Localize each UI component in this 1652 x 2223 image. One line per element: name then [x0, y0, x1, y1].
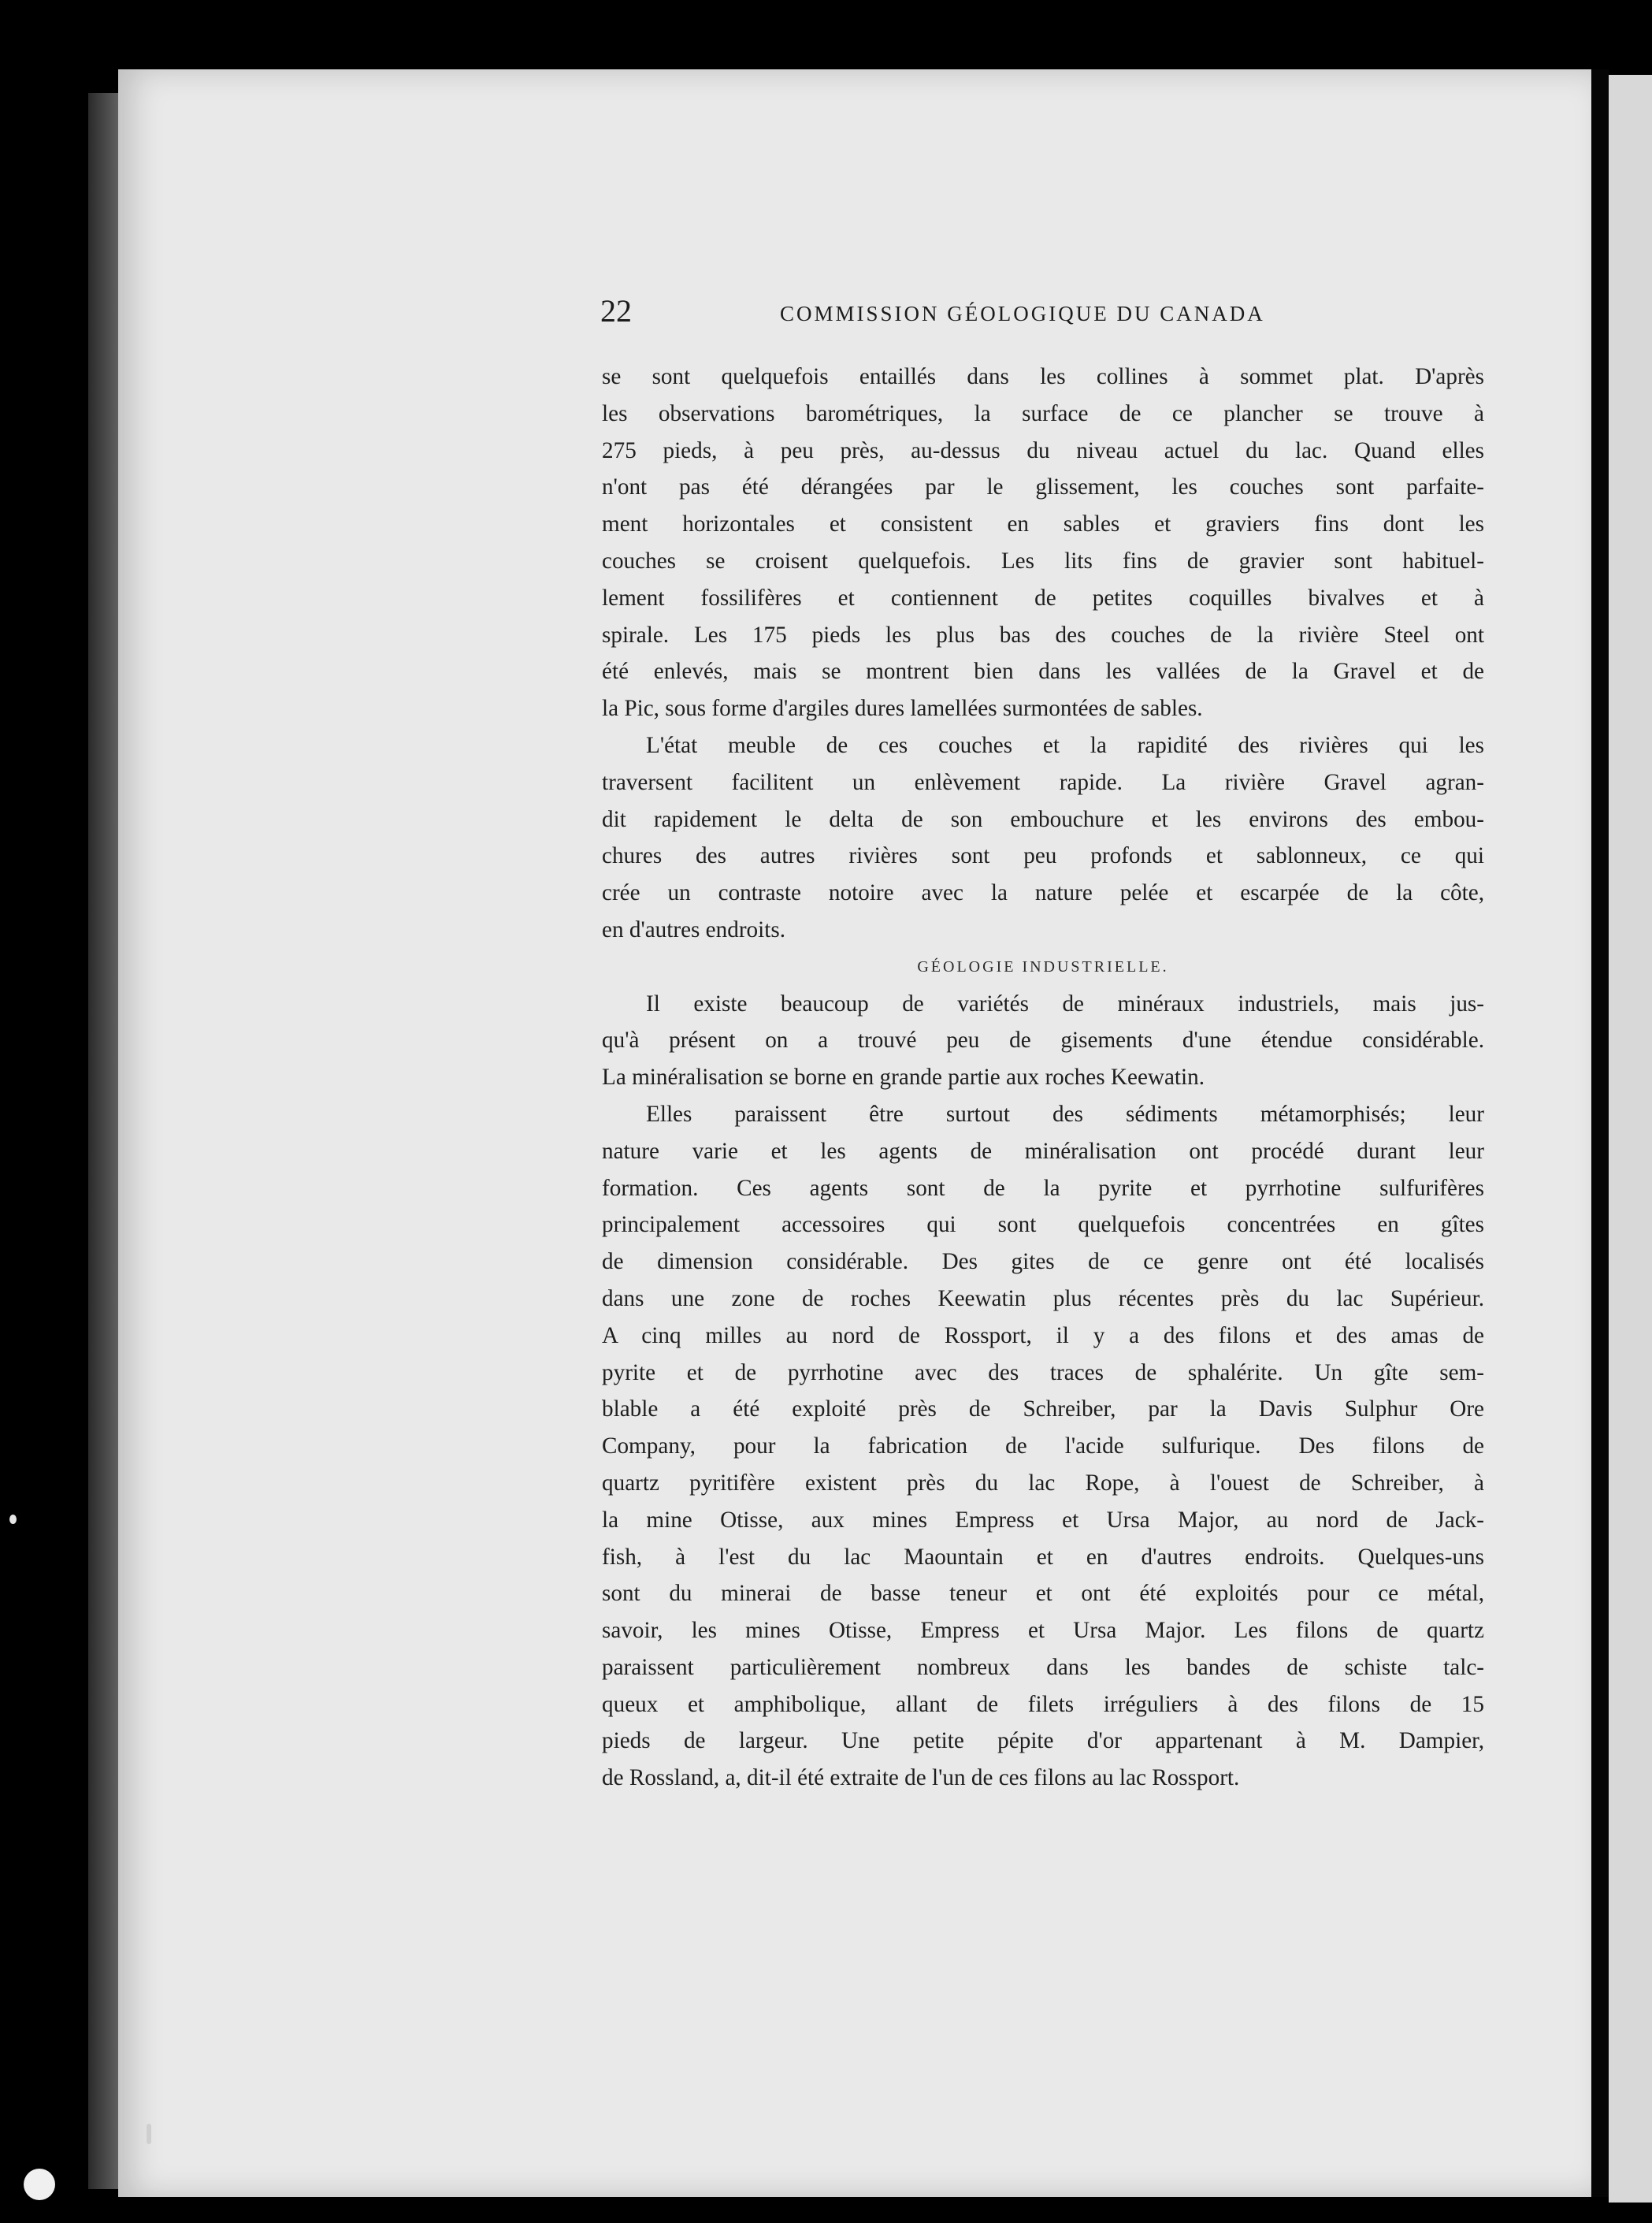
text-line: lement fossilifères et contiennent de petites coquilles bivalves et à	[602, 585, 1484, 611]
text-line: ment horizontales et consistent en sables et graviers fins dont les	[602, 511, 1484, 537]
text-line: paraissent particulièrement nombreux dans les bandes de schiste talc-	[602, 1654, 1484, 1680]
text-line: fish, à l'est du lac Maountain et en d'autres endroits. Quelques-uns	[602, 1544, 1484, 1570]
text-line: pieds de largeur. Une petite pépite d'or appartenant à M. Dampier,	[602, 1728, 1484, 1754]
text-line: formation. Ces agents sont de la pyrite et pyrrhotine sulfurifères	[602, 1175, 1484, 1201]
paragraph	[602, 727, 1484, 949]
text-line: la Pic, sous forme d'argiles dures lamellées surmontées de sables.	[602, 696, 1203, 722]
paragraph	[602, 986, 1484, 1096]
paragraph	[602, 359, 1484, 727]
text-line: spirale. Les 175 pieds les plus bas des couches de la rivière Steel ont	[602, 622, 1484, 648]
text-line: chures des autres rivières sont peu profonds et sablonneux, ce qui	[602, 843, 1484, 869]
text-line: pyrite et de pyrrhotine avec des traces de sphalérite. Un gîte sem-	[602, 1359, 1484, 1385]
text-line: qu'à présent on a trouvé peu de gisements d'une étendue considérable.	[602, 1028, 1484, 1054]
text-line: la mine Otisse, aux mines Empress et Ursa Major, au nord de Jack-	[602, 1507, 1484, 1533]
text-line: 275 pieds, à peu près, au-dessus du niveau actuel du lac. Quand elles	[602, 437, 1484, 463]
running-title: COMMISSION GÉOLOGIQUE DU CANADA	[780, 302, 1265, 325]
scan-speck	[24, 2169, 55, 2200]
text-line: sont du minerai de basse teneur et ont été exploités pour ce métal,	[602, 1581, 1484, 1607]
text-line: quartz pyritifère existent près du lac Rope, à l'ouest de Schreiber, à	[602, 1470, 1484, 1496]
paragraph	[602, 1096, 1484, 1797]
text-line: les observations barométriques, la surface de ce plancher se trouve à	[602, 400, 1484, 426]
text-line: n'ont pas été dérangées par le glissement, les couches sont parfaite-	[602, 474, 1484, 500]
text-line: principalement accessoires qui sont quelquefois concentrées en gîtes	[602, 1212, 1484, 1238]
text-line: été enlevés, mais se montrent bien dans les vallées de la Gravel et de	[602, 659, 1484, 685]
text-line: Elles paraissent être surtout des sédiments métamorphisés; leur	[646, 1101, 1484, 1127]
text-line: traversent facilitent un enlèvement rapide. La rivière Gravel agran-	[602, 769, 1484, 795]
facing-page-edge	[1609, 75, 1652, 2203]
text-line: en d'autres endroits.	[602, 916, 786, 942]
scan-speck	[9, 1515, 17, 1524]
text-line: A cinq milles au nord de Rossport, il y a des filons et des amas de	[602, 1322, 1484, 1348]
text-line: La minéralisation se borne en grande partie aux roches Keewatin.	[602, 1065, 1205, 1091]
scan-speck	[147, 2124, 151, 2144]
text-line: crée un contraste notoire avec la nature pelée et escarpée de la côte,	[602, 880, 1484, 906]
body-text	[602, 359, 1484, 1797]
text-line: de Rossland, a, dit-il été extraite de l'un de ces filons au lac Rossport.	[602, 1765, 1240, 1791]
gutter-shadow	[1591, 69, 1609, 2197]
text-line: L'état meuble de ces couches et la rapidité des rivières qui les	[646, 732, 1484, 758]
text-line: dit rapidement le delta de son embouchure et les environs des embou-	[602, 806, 1484, 832]
text-line: dans une zone de roches Keewatin plus récentes près du lac Supérieur.	[602, 1285, 1484, 1311]
section-heading: GÉOLOGIE INDUSTRIELLE.	[917, 957, 1169, 976]
text-line: nature varie et les agents de minéralisation ont procédé durant leur	[602, 1138, 1484, 1164]
text-line: queux et amphibolique, allant de filets irréguliers à des filons de 15	[602, 1691, 1484, 1717]
running-head	[600, 292, 1484, 331]
text-line: de dimension considérable. Des gites de ce genre ont été localisés	[602, 1249, 1484, 1275]
text-line: Company, pour la fabrication de l'acide sulfurique. Des filons de	[602, 1433, 1484, 1459]
page-number: 22	[600, 293, 632, 329]
text-line: couches se croisent quelquefois. Les lits fins de gravier sont habituel-	[602, 548, 1484, 574]
text-line: se sont quelquefois entaillés dans les collines à sommet plat. D'après	[602, 364, 1484, 389]
text-line: blable a été exploité près de Schreiber, par la Davis Sulphur Ore	[602, 1396, 1484, 1422]
text-line: savoir, les mines Otisse, Empress et Ursa Major. Les filons de quartz	[602, 1618, 1484, 1644]
text-line: Il existe beaucoup de variétés de minéraux industriels, mais jus-	[646, 991, 1484, 1017]
